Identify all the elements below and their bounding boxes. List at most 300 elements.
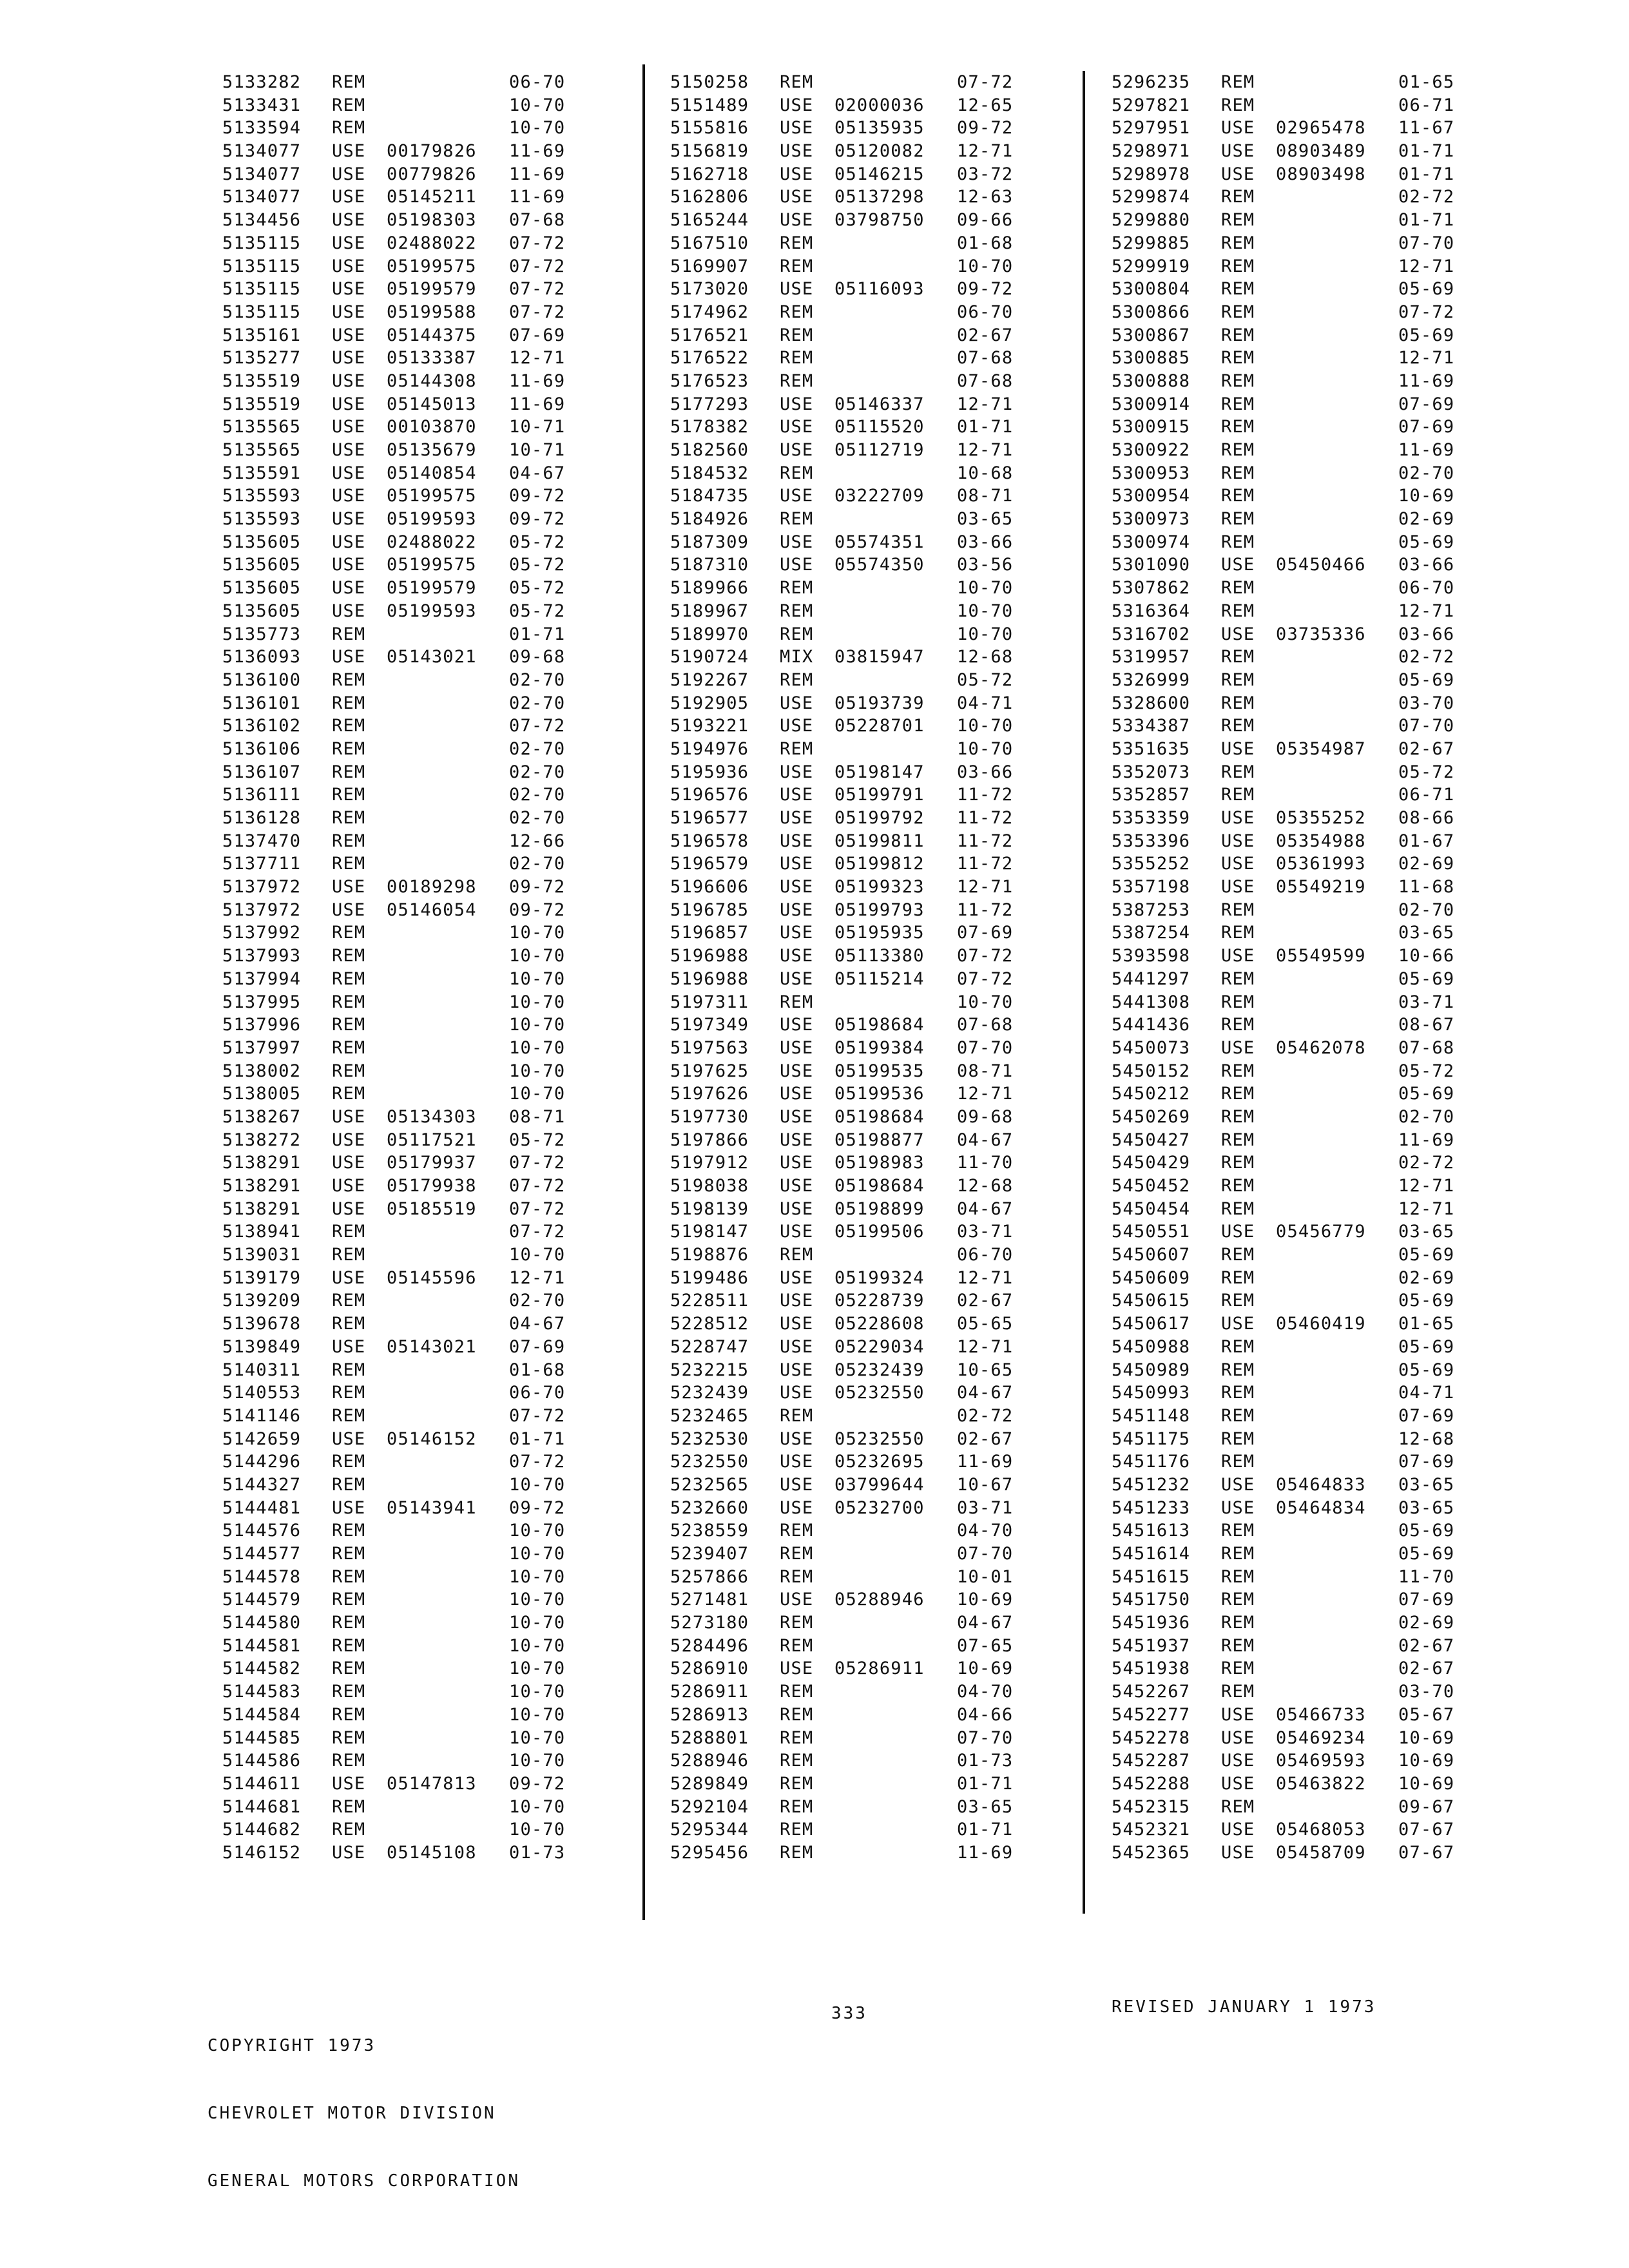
part-number: 5136102 bbox=[222, 716, 302, 736]
part-row bbox=[670, 1014, 1025, 1037]
change-date: 07-69 bbox=[1398, 1590, 1455, 1610]
part-number: 5174962 bbox=[670, 302, 749, 322]
part-number: 5196579 bbox=[670, 854, 749, 874]
part-number: 5144586 bbox=[222, 1751, 302, 1771]
replacement-part-number: 05120082 bbox=[834, 141, 925, 162]
action-code: REM bbox=[332, 1037, 366, 1058]
action-code: USE bbox=[780, 1474, 814, 1495]
part-number: 5352857 bbox=[1112, 785, 1191, 805]
part-number: 5297821 bbox=[1112, 95, 1191, 115]
action-code: REM bbox=[1221, 1360, 1255, 1380]
part-number: 5140311 bbox=[222, 1360, 302, 1380]
part-number: 5196606 bbox=[670, 877, 749, 898]
part-row bbox=[222, 508, 577, 531]
replacement-part-number: 05145013 bbox=[387, 394, 477, 414]
part-row bbox=[670, 1749, 1025, 1773]
replacement-part-number: 05140854 bbox=[387, 463, 477, 483]
change-date: 02-70 bbox=[509, 808, 566, 828]
part-row bbox=[222, 1542, 577, 1566]
change-date: 02-69 bbox=[1398, 1267, 1455, 1288]
part-number: 5239407 bbox=[670, 1544, 749, 1564]
part-row bbox=[1112, 94, 1466, 117]
change-date: 07-70 bbox=[957, 1727, 1014, 1748]
part-number: 5300973 bbox=[1112, 509, 1191, 530]
part-row bbox=[670, 1267, 1025, 1290]
part-row bbox=[222, 140, 577, 163]
change-date: 12-71 bbox=[957, 1336, 1014, 1357]
change-date: 07-72 bbox=[509, 1153, 566, 1173]
part-number: 5135605 bbox=[222, 532, 302, 552]
replacement-part-number: 05199811 bbox=[834, 831, 925, 851]
part-number: 5135605 bbox=[222, 555, 302, 575]
part-number: 5184532 bbox=[670, 463, 749, 483]
change-date: 09-72 bbox=[957, 279, 1014, 300]
part-row bbox=[1112, 439, 1466, 462]
change-date: 11-69 bbox=[509, 164, 566, 184]
replacement-part-number: 05456779 bbox=[1276, 1222, 1366, 1242]
part-number: 5194976 bbox=[670, 738, 749, 759]
action-code: REM bbox=[332, 1360, 366, 1380]
part-row bbox=[670, 623, 1025, 646]
replacement-part-number: 05199324 bbox=[834, 1267, 925, 1288]
replacement-part-number: 05145596 bbox=[387, 1267, 477, 1288]
action-code: REM bbox=[332, 1566, 366, 1587]
part-row bbox=[670, 508, 1025, 531]
change-date: 11-68 bbox=[1398, 877, 1455, 898]
replacement-part-number: 05195935 bbox=[834, 923, 925, 943]
change-date: 03-66 bbox=[1398, 624, 1455, 644]
part-number: 5137996 bbox=[222, 1015, 302, 1035]
change-date: 02-72 bbox=[957, 1405, 1014, 1426]
action-code: REM bbox=[780, 256, 814, 276]
part-number: 5450988 bbox=[1112, 1336, 1191, 1357]
parts-column-1 bbox=[222, 71, 577, 1865]
part-row bbox=[1112, 1519, 1466, 1542]
part-row bbox=[1112, 1450, 1466, 1474]
change-date: 05-69 bbox=[1398, 1544, 1455, 1564]
part-number: 5292104 bbox=[670, 1796, 749, 1817]
part-number: 5135773 bbox=[222, 624, 302, 644]
replacement-part-number: 05144375 bbox=[387, 325, 477, 345]
replacement-part-number: 02488022 bbox=[387, 532, 477, 552]
action-code: REM bbox=[780, 463, 814, 483]
replacement-part-number: 05199792 bbox=[834, 808, 925, 828]
action-code: REM bbox=[780, 1773, 814, 1794]
replacement-part-number: 05198684 bbox=[834, 1015, 925, 1035]
revised-date: REVISED JANUARY 1 1973 bbox=[1112, 1997, 1376, 2017]
part-number: 5189966 bbox=[670, 578, 749, 599]
replacement-part-number: 05354988 bbox=[1276, 831, 1366, 851]
action-code: REM bbox=[1221, 1590, 1255, 1610]
part-row bbox=[670, 1244, 1025, 1267]
action-code: USE bbox=[332, 486, 366, 506]
part-row bbox=[222, 945, 577, 968]
replacement-part-number: 05354987 bbox=[1276, 738, 1366, 759]
part-row bbox=[1112, 1198, 1466, 1221]
part-row bbox=[670, 531, 1025, 554]
replacement-part-number: 03798750 bbox=[834, 210, 925, 231]
replacement-part-number: 05185519 bbox=[387, 1198, 477, 1219]
action-code: REM bbox=[1221, 1544, 1255, 1564]
replacement-part-number: 05232439 bbox=[834, 1360, 925, 1380]
action-code: USE bbox=[332, 440, 366, 460]
action-code: MIX bbox=[780, 647, 814, 668]
part-number: 5137711 bbox=[222, 854, 302, 874]
part-row bbox=[1112, 462, 1466, 485]
change-date: 05-69 bbox=[1398, 1521, 1455, 1541]
action-code: REM bbox=[780, 624, 814, 644]
change-date: 07-70 bbox=[1398, 716, 1455, 736]
part-number: 5451614 bbox=[1112, 1544, 1191, 1564]
change-date: 02-70 bbox=[509, 785, 566, 805]
part-row bbox=[670, 715, 1025, 738]
change-date: 10-70 bbox=[509, 1613, 566, 1633]
part-number: 5257866 bbox=[670, 1566, 749, 1587]
replacement-part-number: 05117521 bbox=[387, 1129, 477, 1150]
part-number: 5135115 bbox=[222, 279, 302, 300]
change-date: 07-68 bbox=[1398, 1037, 1455, 1058]
replacement-part-number: 05464834 bbox=[1276, 1497, 1366, 1518]
part-row bbox=[1112, 738, 1466, 761]
part-number: 5316702 bbox=[1112, 624, 1191, 644]
part-row bbox=[670, 1428, 1025, 1451]
change-date: 06-70 bbox=[509, 72, 566, 92]
part-row bbox=[222, 1381, 577, 1405]
part-row bbox=[670, 738, 1025, 761]
part-number: 5352073 bbox=[1112, 762, 1191, 782]
part-number: 5178382 bbox=[670, 417, 749, 437]
part-row bbox=[1112, 1474, 1466, 1497]
replacement-part-number: 05135679 bbox=[387, 440, 477, 460]
action-code: USE bbox=[780, 1452, 814, 1472]
change-date: 12-71 bbox=[1398, 1176, 1455, 1196]
action-code: REM bbox=[1221, 1153, 1255, 1173]
part-row bbox=[1112, 1635, 1466, 1658]
part-number: 5196857 bbox=[670, 923, 749, 943]
change-date: 11-67 bbox=[1398, 118, 1455, 139]
part-row bbox=[1112, 715, 1466, 738]
action-code: USE bbox=[1221, 808, 1255, 828]
part-number: 5135115 bbox=[222, 302, 302, 322]
part-row bbox=[222, 347, 577, 370]
change-date: 09-72 bbox=[509, 899, 566, 920]
action-code: USE bbox=[1221, 1727, 1255, 1748]
replacement-part-number: 05199535 bbox=[834, 1061, 925, 1081]
part-number: 5228512 bbox=[670, 1314, 749, 1334]
change-date: 03-66 bbox=[1398, 555, 1455, 575]
part-row bbox=[222, 600, 577, 623]
action-code: REM bbox=[332, 72, 366, 92]
part-number: 5136128 bbox=[222, 808, 302, 828]
part-row bbox=[670, 1082, 1025, 1106]
action-code: REM bbox=[780, 1820, 814, 1840]
part-number: 5228747 bbox=[670, 1336, 749, 1357]
part-number: 5450989 bbox=[1112, 1360, 1191, 1380]
part-number: 5135605 bbox=[222, 578, 302, 599]
part-row bbox=[1112, 140, 1466, 163]
action-code: REM bbox=[780, 1405, 814, 1426]
replacement-part-number: 05116093 bbox=[834, 279, 925, 300]
part-number: 5144576 bbox=[222, 1521, 302, 1541]
action-code: REM bbox=[1221, 1336, 1255, 1357]
part-row bbox=[222, 1727, 577, 1750]
part-number: 5300888 bbox=[1112, 370, 1191, 391]
part-number: 5450993 bbox=[1112, 1383, 1191, 1403]
part-row bbox=[1112, 830, 1466, 853]
change-date: 10-70 bbox=[509, 1682, 566, 1702]
action-code: USE bbox=[1221, 1314, 1255, 1334]
action-code: USE bbox=[1221, 738, 1255, 759]
part-row bbox=[1112, 783, 1466, 807]
part-row bbox=[670, 646, 1025, 669]
part-number: 5451148 bbox=[1112, 1405, 1191, 1426]
action-code: REM bbox=[780, 233, 814, 253]
part-row bbox=[222, 1359, 577, 1382]
change-date: 03-72 bbox=[957, 164, 1014, 184]
action-code: USE bbox=[780, 95, 814, 115]
replacement-part-number: 05199506 bbox=[834, 1222, 925, 1242]
part-number: 5137972 bbox=[222, 899, 302, 920]
part-row bbox=[670, 1727, 1025, 1750]
part-number: 5176523 bbox=[670, 370, 749, 391]
change-date: 10-70 bbox=[509, 1474, 566, 1495]
part-row bbox=[670, 117, 1025, 140]
part-number: 5137995 bbox=[222, 992, 302, 1012]
replacement-part-number: 05147813 bbox=[387, 1773, 477, 1794]
replacement-part-number: 05288946 bbox=[834, 1590, 925, 1610]
replacement-part-number: 05198877 bbox=[834, 1129, 925, 1150]
part-number: 5134077 bbox=[222, 187, 302, 207]
change-date: 02-70 bbox=[509, 762, 566, 782]
part-row bbox=[222, 1818, 577, 1841]
part-row bbox=[670, 968, 1025, 991]
action-code: REM bbox=[780, 1842, 814, 1863]
part-row bbox=[1112, 991, 1466, 1014]
change-date: 02-70 bbox=[1398, 899, 1455, 920]
change-date: 09-72 bbox=[957, 118, 1014, 139]
part-number: 5301090 bbox=[1112, 555, 1191, 575]
action-code: REM bbox=[332, 1613, 366, 1633]
part-row bbox=[222, 1106, 577, 1129]
action-code: USE bbox=[332, 1106, 366, 1127]
part-number: 5173020 bbox=[670, 279, 749, 300]
part-number: 5144296 bbox=[222, 1452, 302, 1472]
change-date: 01-65 bbox=[1398, 72, 1455, 92]
part-row bbox=[670, 324, 1025, 347]
action-code: USE bbox=[332, 1428, 366, 1449]
change-date: 06-70 bbox=[957, 1245, 1014, 1265]
change-date: 12-71 bbox=[509, 1267, 566, 1288]
change-date: 10-69 bbox=[957, 1590, 1014, 1610]
change-date: 02-67 bbox=[1398, 1635, 1455, 1656]
change-date: 01-71 bbox=[1398, 141, 1455, 162]
change-date: 10-70 bbox=[957, 992, 1014, 1012]
action-code: USE bbox=[332, 417, 366, 437]
change-date: 07-70 bbox=[1398, 233, 1455, 253]
change-date: 02-70 bbox=[1398, 463, 1455, 483]
change-date: 07-68 bbox=[957, 1015, 1014, 1035]
part-row bbox=[1112, 1796, 1466, 1819]
part-number: 5139209 bbox=[222, 1291, 302, 1311]
change-date: 02-67 bbox=[1398, 738, 1455, 759]
part-number: 5297951 bbox=[1112, 118, 1191, 139]
part-row bbox=[1112, 1060, 1466, 1083]
change-date: 02-72 bbox=[1398, 187, 1455, 207]
part-row bbox=[222, 416, 577, 439]
action-code: USE bbox=[1221, 555, 1255, 575]
part-row bbox=[670, 232, 1025, 255]
part-row bbox=[222, 1704, 577, 1727]
part-row bbox=[222, 1220, 577, 1244]
part-number: 5139678 bbox=[222, 1314, 302, 1334]
part-row bbox=[222, 1060, 577, 1083]
change-date: 10-70 bbox=[509, 118, 566, 139]
replacement-part-number: 05199593 bbox=[387, 601, 477, 621]
part-number: 5295456 bbox=[670, 1842, 749, 1863]
action-code: REM bbox=[1221, 762, 1255, 782]
change-date: 11-72 bbox=[957, 785, 1014, 805]
part-row bbox=[222, 462, 577, 485]
action-code: USE bbox=[780, 210, 814, 231]
part-row bbox=[222, 783, 577, 807]
replacement-part-number: 05199793 bbox=[834, 899, 925, 920]
part-row bbox=[1112, 71, 1466, 94]
change-date: 04-67 bbox=[957, 1383, 1014, 1403]
part-number: 5295344 bbox=[670, 1820, 749, 1840]
replacement-part-number: 05199384 bbox=[834, 1037, 925, 1058]
part-row bbox=[670, 1151, 1025, 1175]
change-date: 10-69 bbox=[1398, 1751, 1455, 1771]
change-date: 01-68 bbox=[509, 1360, 566, 1380]
action-code: USE bbox=[332, 647, 366, 668]
change-date: 06-70 bbox=[957, 302, 1014, 322]
part-number: 5273180 bbox=[670, 1613, 749, 1633]
part-number: 5162718 bbox=[670, 164, 749, 184]
part-number: 5450073 bbox=[1112, 1037, 1191, 1058]
part-number: 5139179 bbox=[222, 1267, 302, 1288]
part-row bbox=[1112, 1841, 1466, 1865]
part-row bbox=[670, 600, 1025, 623]
part-row bbox=[222, 1289, 577, 1312]
action-code: USE bbox=[780, 762, 814, 782]
part-number: 5187309 bbox=[670, 532, 749, 552]
action-code: USE bbox=[780, 808, 814, 828]
action-code: USE bbox=[332, 1129, 366, 1150]
action-code: USE bbox=[1221, 831, 1255, 851]
action-code: REM bbox=[780, 325, 814, 345]
part-number: 5141146 bbox=[222, 1405, 302, 1426]
change-date: 02-67 bbox=[957, 1428, 1014, 1449]
change-date: 09-66 bbox=[957, 210, 1014, 231]
change-date: 07-72 bbox=[957, 946, 1014, 966]
part-number: 5136111 bbox=[222, 785, 302, 805]
part-row bbox=[1112, 1151, 1466, 1175]
replacement-part-number: 02488022 bbox=[387, 233, 477, 253]
part-number: 5177293 bbox=[670, 394, 749, 414]
part-row bbox=[222, 186, 577, 209]
part-number: 5238559 bbox=[670, 1521, 749, 1541]
change-date: 02-70 bbox=[509, 854, 566, 874]
part-number: 5300804 bbox=[1112, 279, 1191, 300]
action-code: USE bbox=[332, 1153, 366, 1173]
change-date: 12-71 bbox=[957, 1267, 1014, 1288]
replacement-part-number: 05355252 bbox=[1276, 808, 1366, 828]
action-code: REM bbox=[1221, 1198, 1255, 1219]
action-code: REM bbox=[1221, 394, 1255, 414]
action-code: REM bbox=[332, 1015, 366, 1035]
part-row bbox=[222, 324, 577, 347]
part-number: 5450427 bbox=[1112, 1129, 1191, 1150]
replacement-part-number: 05193739 bbox=[834, 693, 925, 713]
action-code: USE bbox=[332, 877, 366, 898]
part-row bbox=[670, 186, 1025, 209]
part-number: 5452267 bbox=[1112, 1682, 1191, 1702]
change-date: 07-69 bbox=[509, 1336, 566, 1357]
action-code: REM bbox=[332, 1405, 366, 1426]
change-date: 01-67 bbox=[1398, 831, 1455, 851]
change-date: 03-56 bbox=[957, 555, 1014, 575]
replacement-part-number: 05143021 bbox=[387, 1336, 477, 1357]
replacement-part-number: 05464833 bbox=[1276, 1474, 1366, 1495]
action-code: REM bbox=[1221, 992, 1255, 1012]
part-row bbox=[1112, 1289, 1466, 1312]
part-row bbox=[222, 1082, 577, 1106]
part-number: 5184926 bbox=[670, 509, 749, 530]
part-number: 5144580 bbox=[222, 1613, 302, 1633]
part-number: 5197912 bbox=[670, 1153, 749, 1173]
action-code: USE bbox=[780, 1336, 814, 1357]
action-code: REM bbox=[780, 1544, 814, 1564]
action-code: USE bbox=[780, 716, 814, 736]
action-code: USE bbox=[332, 233, 366, 253]
action-code: REM bbox=[1221, 72, 1255, 92]
action-code: USE bbox=[1221, 1751, 1255, 1771]
part-number: 5135565 bbox=[222, 440, 302, 460]
replacement-part-number: 05145108 bbox=[387, 1842, 477, 1863]
part-row bbox=[222, 876, 577, 899]
part-number: 5451937 bbox=[1112, 1635, 1191, 1656]
action-code: USE bbox=[780, 877, 814, 898]
part-row bbox=[1112, 807, 1466, 830]
part-row bbox=[1112, 1680, 1466, 1704]
part-number: 5167510 bbox=[670, 233, 749, 253]
change-date: 07-68 bbox=[957, 348, 1014, 369]
action-code: USE bbox=[780, 1061, 814, 1081]
replacement-part-number: 05199791 bbox=[834, 785, 925, 805]
replacement-part-number: 05199323 bbox=[834, 877, 925, 898]
change-date: 10-70 bbox=[509, 1727, 566, 1748]
part-row bbox=[222, 1175, 577, 1198]
action-code: REM bbox=[1221, 1129, 1255, 1150]
action-code: REM bbox=[780, 1682, 814, 1702]
part-number: 5307862 bbox=[1112, 578, 1191, 599]
replacement-part-number: 03735336 bbox=[1276, 624, 1366, 644]
part-number: 5232439 bbox=[670, 1383, 749, 1403]
part-row bbox=[1112, 852, 1466, 876]
part-number: 5146152 bbox=[222, 1842, 302, 1863]
action-code: USE bbox=[332, 555, 366, 575]
action-code: USE bbox=[332, 1497, 366, 1518]
action-code: REM bbox=[332, 693, 366, 713]
part-number: 5198038 bbox=[670, 1176, 749, 1196]
part-number: 5441297 bbox=[1112, 968, 1191, 989]
part-row bbox=[1112, 1129, 1466, 1152]
change-date: 05-72 bbox=[957, 669, 1014, 690]
action-code: REM bbox=[332, 923, 366, 943]
action-code: REM bbox=[1221, 1521, 1255, 1541]
column-divider-1 bbox=[642, 64, 645, 1920]
change-date: 11-69 bbox=[957, 1842, 1014, 1863]
